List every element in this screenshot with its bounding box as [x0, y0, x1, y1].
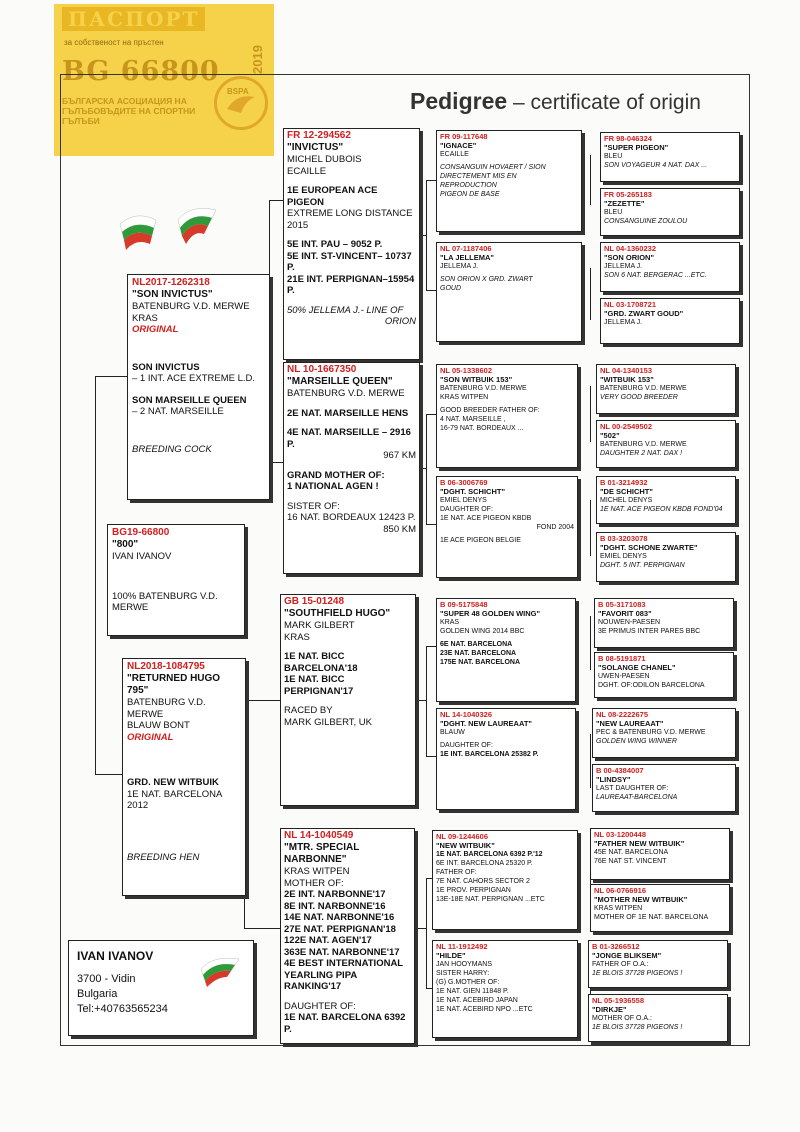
great-grandparent-info-line: ECAILLE	[440, 151, 469, 158]
great-great-grandparent-card	[588, 940, 728, 988]
sire-ring: NL2017-1262318	[132, 277, 210, 288]
great-great-grandparent-ring: B 08-5191871	[598, 654, 646, 663]
great-great-grandparent-card	[596, 420, 736, 468]
great-grandparent-ring: NL 05-1338602	[440, 366, 492, 375]
grandparent-info-line: KRAS	[284, 631, 310, 643]
grandparent-info-line: 5E INT. ST-VINCENT– 10737 P.	[287, 250, 415, 273]
grandparent-info-line: 2015	[287, 219, 309, 231]
grandparent-card	[280, 828, 415, 1044]
dam-ring: NL2018-1084795	[127, 661, 205, 672]
great-great-grandparent-info-line: 1E BLOIS 37728 PIGEONS !	[592, 1024, 683, 1031]
dam-tag: ORIGINAL	[127, 731, 174, 743]
grandparent-info-line: MOTHER OF:	[284, 877, 344, 889]
grandparent-ring: NL 14-1040549	[284, 830, 354, 841]
grandparent-info-line: BATENBURG V.D. MERWE	[287, 388, 405, 399]
grandparent-info-line: 1E NAT. BICC PERPIGNAN'17	[284, 674, 354, 697]
grandparent-card	[283, 362, 420, 574]
great-grandparent-info-line: DAUGHTER OF:	[440, 742, 493, 749]
great-grandparent-ring: B 06-3006769	[440, 478, 488, 487]
great-great-grandparent-info-line: JELLEMA J.	[604, 319, 643, 326]
great-grandparent-info-line: PIGEON DE BASE	[440, 191, 500, 198]
dam-line-3: BREEDING HEN	[127, 851, 200, 863]
sire-card	[127, 274, 270, 500]
bird-name: "800"	[112, 539, 139, 550]
great-grandparent-info-line: (G) G.MOTHER OF:	[436, 979, 500, 986]
great-great-grandparent-ring: NL 05-1936558	[592, 996, 644, 1005]
grandparent-ring: GB 15-01248	[284, 596, 345, 607]
great-great-grandparent-ring: NL 03-1200448	[594, 830, 646, 839]
stamp-association: БЪЛГАРСКА АСОЦИАЦИЯ НА ГЪЛЪБОВЪДИТЕ НА СПОРТНИ ГЪЛЪБИ	[62, 96, 196, 126]
great-grandparent-card	[436, 130, 582, 232]
sire-color: KRAS	[132, 312, 158, 324]
great-grandparent-name: "DGHT. SCHICHT"	[440, 487, 506, 496]
grandparent-name: "MARSEILLE QUEEN"	[287, 376, 393, 387]
great-great-grandparent-ring: B 03-3203078	[600, 534, 648, 543]
great-great-grandparent-info-line: DAUGHTER 2 NAT. DAX !	[600, 450, 683, 457]
page-title: Pedigree – certificate of origin	[410, 88, 701, 114]
great-great-grandparent-info-line: LAST DAUGHTER OF:	[596, 785, 669, 792]
grandparent-info-line: EXTREME LONG DISTANCE	[287, 208, 413, 219]
great-grandparent-info-line: 1E INT. BARCELONA 25382 P.	[440, 751, 539, 758]
great-great-grandparent-info-line: GOLDEN WING WINNER	[596, 738, 677, 745]
great-grandparent-ring: NL 14-1040326	[440, 710, 492, 719]
great-great-grandparent-ring: FR 98-046324	[604, 134, 652, 143]
great-great-grandparent-name: "NEW LAUREAAT"	[596, 719, 664, 728]
great-great-grandparent-ring: B 01-3266512	[592, 942, 640, 951]
great-grandparent-info-line: FATHER OF:	[436, 869, 477, 876]
great-great-grandparent-info-line: BLEU	[604, 153, 623, 160]
great-grandparent-name: "HILDE"	[436, 951, 466, 960]
grandparent-info-line: MARK GILBERT, UK	[284, 716, 372, 728]
grandparent-info-line: 27E NAT. PERPIGNAN'18	[284, 923, 396, 935]
great-great-grandparent-ring: NL 00-2549502	[600, 422, 652, 431]
great-grandparent-info-line: 1E NAT. BARCELONA 6392 P.'12	[436, 851, 543, 858]
grandparent-info-line: 2E NAT. MARSEILLE HENS	[287, 407, 409, 419]
great-great-grandparent-info-line: PEC & BATENBURG V.D. MERWE	[596, 729, 706, 736]
great-grandparent-card	[436, 364, 578, 468]
dam-card	[122, 658, 246, 896]
great-grandparent-info-line: SON ORION X GRD. ZWART	[440, 276, 533, 283]
great-great-grandparent-info-line: JELLEMA J.	[604, 263, 643, 270]
grandparent-info-line: 850 KM	[383, 523, 416, 535]
dam-line-1: GRD. NEW WITBUIK	[127, 777, 219, 788]
grandparent-info-line	[284, 993, 411, 1001]
grandparent-info-line: ORION	[384, 316, 416, 327]
dam-breeder: BATENBURG V.D. MERWE	[127, 697, 209, 720]
owner-card	[68, 940, 254, 1036]
great-grandparent-info-line: 4 NAT. MARSEILLE ,	[440, 416, 506, 423]
sire-name: "SON INVICTUS"	[132, 289, 213, 300]
great-great-grandparent-info-line: MOTHER OF 1E NAT. BARCELONA	[594, 914, 709, 921]
great-great-grandparent-info-line: VERY GOOD BREEDER	[600, 394, 678, 401]
great-great-grandparent-name: "DIRKJE"	[592, 1005, 627, 1014]
great-great-grandparent-name: "SUPER PIGEON"	[604, 143, 669, 152]
great-grandparent-info-line: FOND 2004	[536, 524, 574, 531]
great-great-grandparent-name: "DE SCHICHT"	[600, 487, 653, 496]
grandparent-info-line: 967 KM	[383, 450, 416, 461]
grandparent-ring: FR 12-294562	[287, 130, 351, 141]
great-great-grandparent-info-line: BLEU	[604, 209, 623, 216]
great-grandparent-ring: NL 11-1912492	[436, 942, 488, 951]
great-grandparent-card	[436, 708, 576, 810]
grandparent-info-line	[287, 400, 416, 408]
bird-owner: IVAN IVANOV	[112, 551, 172, 562]
great-great-grandparent-name: "WITBUIK 153"	[600, 375, 654, 384]
grandparent-info-line: 21E INT. PERPIGNAN–15954 P.	[287, 273, 417, 296]
great-great-grandparent-ring: NL 03-1708721	[604, 300, 656, 309]
grandparent-info-line: 50% JELLEMA J.- LINE OF	[287, 304, 404, 316]
grandparent-info-line: 1E NAT. BICC BARCELONA'18	[284, 651, 358, 674]
great-great-grandparent-info-line: DGHT. OF:ODILON BARCELONA	[598, 682, 705, 689]
great-grandparent-card	[436, 598, 576, 702]
grandparent-info-line	[287, 462, 416, 470]
great-grandparent-ring: NL 09-1244606	[436, 832, 488, 841]
great-great-grandparent-info-line: 1E BLOIS 37728 PIGEONS !	[592, 970, 683, 977]
grandparent-info-line: SISTER OF:	[287, 500, 340, 512]
sire-line-5: BREEDING COCK	[132, 443, 212, 455]
great-great-grandparent-name: "502"	[600, 431, 620, 440]
great-great-grandparent-card	[596, 476, 736, 524]
grandparent-info-line: 363E NAT. NARBONNE'17	[284, 946, 400, 958]
great-great-grandparent-info-line: 76E NAT ST. VINCENT	[594, 858, 667, 865]
great-grandparent-info-line: KRAS	[440, 619, 460, 626]
great-great-grandparent-ring: B 00-4384007	[596, 766, 644, 775]
owner-country: Bulgaria	[77, 988, 118, 1000]
great-great-grandparent-info-line: MICHEL DENYS	[600, 497, 653, 504]
great-great-grandparent-info-line: CONSANGUINE ZOULOU	[604, 218, 688, 225]
grandparent-info-line: 16 NAT. BORDEAUX 12423 P.	[287, 512, 416, 523]
great-grandparent-info-line: 1E NAT. ACE PIGEON KBDB	[440, 515, 532, 522]
great-great-grandparent-info-line: FATHER OF O.A.:	[592, 961, 649, 968]
great-grandparent-info-line: 23E NAT. BARCELONA	[440, 650, 517, 657]
grandparent-card	[280, 594, 416, 806]
great-great-grandparent-name: "SOLANGE CHANEL"	[598, 663, 676, 672]
great-great-grandparent-card	[592, 708, 736, 758]
grandparent-info-line	[287, 419, 416, 427]
great-great-grandparent-name: "ZEZETTE"	[604, 199, 645, 208]
great-grandparent-ring: FR 09-117648	[440, 132, 488, 141]
great-grandparent-info-line: DAUGHTER OF:	[440, 506, 493, 513]
great-great-grandparent-info-line: SON VOYAGEUR 4 NAT. DAX ...	[604, 162, 708, 169]
great-grandparent-info-line: EMIEL DENYS	[440, 497, 487, 504]
great-great-grandparent-info-line: NOUWEN-PAESEN	[598, 619, 661, 626]
dam-name: "RETURNED HUGO 795"	[127, 673, 221, 696]
great-grandparent-info-line: 6E INT. BARCELONA 25320 P.	[436, 860, 533, 867]
great-great-grandparent-card	[588, 994, 728, 1042]
great-grandparent-info-line: CONSANGUIN HOVAERT / SION	[440, 164, 546, 171]
great-grandparent-card	[436, 242, 582, 342]
great-grandparent-info-line: JELLEMA J.	[440, 263, 479, 270]
grandparent-info-line: ECAILLE	[287, 165, 327, 177]
grandparent-info-line: YEARLING PIPA RANKING'17	[284, 969, 360, 992]
great-grandparent-info-line: 16-79 NAT. BORDEAUX ...	[440, 425, 524, 432]
stamp-year: 2019	[250, 45, 265, 74]
great-great-grandparent-info-line: 45E NAT. BARCELONA	[594, 849, 669, 856]
great-grandparent-info-line: GOUD	[440, 285, 461, 292]
grandparent-ring: NL 10-1667350	[287, 364, 357, 375]
bird-ring: BG19-66800	[112, 527, 170, 538]
great-grandparent-info-line: 1E NAT. ACEBIRD JAPAN	[436, 997, 518, 1004]
great-grandparent-info-line: 1E PROV. PERPIGNAN	[436, 887, 511, 894]
grandparent-info-line	[287, 231, 416, 239]
grandparent-name: "SOUTHFIELD HUGO"	[284, 608, 391, 619]
owner-phone: Tel:+40763565234	[77, 1003, 168, 1015]
great-great-grandparent-name: "JONGE BLIKSEM"	[592, 951, 662, 960]
grandparent-info-line	[284, 643, 412, 651]
great-great-grandparent-info-line: 3E PRIMUS INTER PARES BBC	[598, 628, 701, 635]
grandparent-info-line	[287, 177, 416, 185]
great-grandparent-info-line: KRAS WITPEN	[440, 394, 489, 401]
grandparent-info-line: 4E BEST INTERNATIONAL	[284, 958, 404, 969]
grandparent-info-line: 1E NAT. BARCELONA 6392 P.	[284, 1012, 409, 1035]
great-grandparent-info-line: GOOD BREEDER FATHER OF:	[440, 407, 540, 414]
great-great-grandparent-card	[600, 298, 740, 344]
great-grandparent-info-line: BLAUW	[440, 729, 465, 736]
great-great-grandparent-name: "FATHER NEW WITBUIK"	[594, 839, 685, 848]
great-grandparent-info-line: SISTER HARRY:	[436, 970, 490, 977]
great-great-grandparent-name: "DGHT. SCHONE ZWARTE"	[600, 543, 698, 552]
great-grandparent-info-line: 13E-18E NAT. PERPIGNAN ...ETC	[436, 896, 545, 903]
flag-wing-icon	[199, 953, 245, 989]
great-great-grandparent-card	[600, 242, 740, 292]
great-great-grandparent-name: "GRD. ZWART GOUD"	[604, 309, 684, 318]
great-grandparent-card	[436, 476, 578, 578]
grandparent-info-line	[287, 493, 416, 501]
great-grandparent-card	[432, 940, 578, 1038]
great-great-grandparent-info-line: SON 6 NAT. BERGERAC ...ETC.	[604, 272, 707, 279]
stamp-header: ПАСПОРТ	[62, 7, 205, 31]
grandparent-info-line: MARK GILBERT	[284, 620, 355, 631]
great-grandparent-card	[432, 830, 578, 930]
bird-note: 100% BATENBURG V.D. MERWE	[112, 590, 221, 613]
great-great-grandparent-card	[600, 188, 740, 236]
grandparent-info-line: DAUGHTER OF:	[284, 1000, 356, 1012]
grandparent-info-line: RACED BY	[284, 705, 333, 716]
great-great-grandparent-ring: NL 08-2222675	[596, 710, 648, 719]
great-grandparent-info-line: 1E ACE PIGEON BELGIE	[440, 537, 521, 544]
stamp-ring-number: BG 66800	[62, 56, 220, 87]
great-great-grandparent-info-line: UWEN-PAESEN	[598, 673, 650, 680]
great-grandparent-name: "LA JELLEMA"	[440, 253, 494, 262]
grandparent-info-line: 1 NATIONAL AGEN !	[287, 481, 379, 492]
great-grandparent-info-line: JAN HOOYMANS	[436, 961, 493, 968]
great-great-grandparent-card	[594, 652, 734, 698]
great-great-grandparent-card	[590, 828, 730, 880]
great-grandparent-info-line: 7E NAT. CAHORS SECTOR 2	[436, 878, 530, 885]
grandparent-info-line: 4E NAT. MARSEILLE – 2916 P.	[287, 427, 414, 450]
great-great-grandparent-info-line: BATENBURG V.D. MERWE	[600, 385, 687, 392]
great-great-grandparent-card	[600, 132, 740, 182]
great-grandparent-ring: B 09-5175848	[440, 600, 488, 609]
great-great-grandparent-info-line: KRAS WITPEN	[594, 905, 643, 912]
great-great-grandparent-info-line: DGHT. 5 INT. PERPIGNAN	[600, 562, 685, 569]
great-great-grandparent-card	[594, 598, 734, 648]
great-great-grandparent-card	[590, 884, 730, 932]
owner-name: IVAN IVANOV	[77, 949, 154, 963]
great-great-grandparent-ring: FR 05-265183	[604, 190, 652, 199]
great-grandparent-name: "DGHT. NEW LAUREAAT"	[440, 719, 532, 728]
grandparent-info-line: 5E INT. PAU – 9052 P.	[287, 239, 383, 250]
dam-line-2: 1E NAT. BARCELONA 2012	[127, 788, 225, 811]
grandparent-info-line: KRAS WITPEN	[284, 866, 350, 877]
great-great-grandparent-ring: B 05-3171083	[598, 600, 646, 609]
sire-line-2: – 1 INT. ACE EXTREME L.D.	[132, 373, 256, 384]
great-great-grandparent-ring: B 01-3214932	[600, 478, 648, 487]
great-great-grandparent-name: "FAVORIT 083"	[598, 609, 652, 618]
great-great-grandparent-name: "LINDSY"	[596, 775, 631, 784]
sire-line-4: – 2 NAT. MARSEILLE	[132, 406, 224, 417]
great-great-grandparent-card	[596, 532, 736, 582]
great-great-grandparent-ring: NL 04-1360232	[604, 244, 656, 253]
great-grandparent-name: "NEW WITBUIK"	[436, 841, 495, 850]
sire-line-1: SON INVICTUS	[132, 361, 200, 373]
great-great-grandparent-card	[596, 364, 736, 414]
great-grandparent-info-line: DIRECTEMENT MIS EN	[440, 173, 517, 180]
sire-tag: ORIGINAL	[132, 324, 179, 335]
great-great-grandparent-info-line: 1E NAT. ACE PIGEON KBDB FOND'04	[600, 506, 723, 513]
great-grandparent-info-line: 175E NAT. BARCELONA	[440, 659, 520, 666]
great-great-grandparent-name: "MOTHER NEW WITBUIK"	[594, 895, 688, 904]
great-great-grandparent-card	[592, 764, 736, 812]
great-grandparent-info-line: 1E NAT. ACEBIRD NPO ...ETC	[436, 1006, 533, 1013]
grandparent-info-line: MICHEL DUBOIS	[287, 154, 362, 165]
great-great-grandparent-info-line: BATENBURG V.D. MERWE	[600, 441, 687, 448]
great-grandparent-name: "IGNACE"	[440, 141, 477, 150]
great-grandparent-name: "SON WITBUIK 153"	[440, 375, 513, 384]
great-great-grandparent-name: "SON ORION"	[604, 253, 655, 262]
grandparent-info-line: 2E INT. NARBONNE'17	[284, 889, 386, 900]
flag-wing-icon	[116, 200, 246, 265]
great-grandparent-info-line: 6E NAT. BARCELONA	[440, 641, 513, 648]
dam-color: BLAUW BONT	[127, 720, 190, 731]
great-grandparent-info-line: REPRODUCTION	[440, 182, 497, 189]
great-grandparent-info-line: GOLDEN WING 2014 BBC	[440, 628, 525, 635]
logo-text: BSPA	[227, 87, 249, 96]
great-great-grandparent-info-line: LAUREAAT-BARCELONA	[596, 794, 678, 801]
great-grandparent-info-line: BATENBURG V.D. MERWE	[440, 385, 527, 392]
grandparent-info-line	[284, 697, 412, 705]
sire-breeder: BATENBURG V.D. MERWE	[132, 301, 250, 312]
grandparent-card	[283, 128, 420, 360]
bird-card	[107, 524, 245, 636]
grandparent-info-line	[287, 297, 416, 305]
grandparent-info-line: 14E NAT. NARBONNE'16	[284, 912, 395, 923]
grandparent-info-line: 122E NAT. AGEN'17	[284, 935, 372, 946]
grandparent-name: "MTR. SPECIAL NARBONNE"	[284, 842, 360, 865]
grandparent-info-line: GRAND MOTHER OF:	[287, 469, 385, 481]
great-great-grandparent-ring: NL 04-1340153	[600, 366, 652, 375]
great-grandparent-name: "SUPER 48 GOLDEN WING"	[440, 609, 541, 618]
grandparent-info-line: 8E INT. NARBONNE'16	[284, 900, 386, 912]
stamp-subtitle: за собственост на пръстен	[64, 38, 164, 47]
great-great-grandparent-info-line: MOTHER OF O.A.:	[592, 1015, 652, 1022]
great-grandparent-ring: NL 07-1187406	[440, 244, 492, 253]
grandparent-name: "INVICTUS"	[287, 142, 344, 153]
great-grandparent-info-line: 1E NAT. GIEN 11848 P.	[436, 988, 509, 995]
great-great-grandparent-info-line: EMIEL DENYS	[600, 553, 647, 560]
great-great-grandparent-ring: NL 06-0766916	[594, 886, 646, 895]
grandparent-info-line: 1E EUROPEAN ACE PIGEON	[287, 185, 381, 208]
sire-line-3: SON MARSEILLE QUEEN	[132, 394, 247, 406]
owner-city: 3700 - Vidin	[77, 973, 136, 985]
